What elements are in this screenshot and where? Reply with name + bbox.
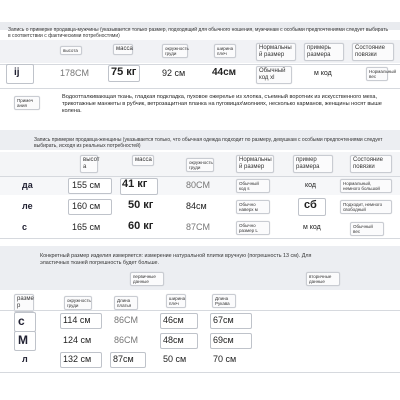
s3-header-shoulder: ширина плеч (166, 294, 186, 308)
s3-header-length: Длина платья (114, 296, 138, 310)
s3-row3-shoulder: 50 см (163, 354, 187, 364)
s2-row2-height: 160 см (72, 201, 101, 211)
s2-header-chest: окружность груди (186, 158, 214, 172)
s3-header-chest: окружность груди (64, 296, 92, 310)
s2-header-fit: Состояние повязки (350, 155, 392, 173)
s2-row2-chest: 84см (186, 201, 207, 211)
s2-row1-tryon: код (305, 182, 316, 189)
s3-header-sleeve: Длина Рукава (212, 294, 236, 308)
s2-row3-fit: Обычный вес (350, 222, 384, 236)
s2-row2-normal: Обычно наверх м (236, 200, 270, 214)
s2-row1-height: 155 см (72, 180, 101, 190)
s2-row3-height: 165 см (72, 222, 101, 232)
s1-header-chest: окружность груди (162, 44, 188, 58)
s2-row2-fit: Подходит, немного свободный (340, 200, 392, 214)
s1-value-fit: Нормальный вес (366, 67, 388, 81)
s1-product-label: Примеч ания (14, 96, 40, 110)
s2-row3-chest: 87CM (186, 222, 211, 232)
s1-divider-2 (0, 88, 400, 89)
s2-header-normal-size: Нормальны й размер (236, 155, 274, 173)
s1-row-label-box (6, 64, 34, 84)
s1-row-label: ij (14, 67, 20, 78)
s3-bottom-line (0, 372, 400, 373)
s1-value-weight: 75 кг (111, 66, 137, 78)
s3-row1-length: 86CM (114, 315, 139, 325)
s2-row1-chest: 80CM (186, 180, 211, 190)
s1-header-normal-size: Нормальны й размер (256, 43, 296, 61)
s1-header-shoulder: ширина плеч (214, 44, 236, 58)
s2-row2-label: ле (22, 201, 33, 211)
s1-header-fit: Состояние повязки (352, 43, 394, 61)
s3-row1-shoulder: 46см (163, 315, 184, 325)
section1-note: Запись о примерке продавца-мужчины (указывается только размер, подходящий для обычного ношения, мужчинам с особыми предпочтениями следует выбирать в соответствии с фактическими потребностями) (8, 27, 389, 39)
s3-row3-length: 87см (113, 354, 134, 364)
s3-row2-label: M (18, 333, 28, 347)
s1-divider (0, 64, 400, 65)
s1-header-height: высота (60, 46, 82, 55)
s2-bottom-line (0, 238, 400, 239)
s3-row3-sleeve: 70 см (213, 354, 237, 364)
section2-note: Запись примерки продавца-женщины (указывается только, что обычная одежда подходит по размеру, девушкам с особыми предпочтениями следует выбирать, исходя из реальных потребностей) (34, 137, 383, 149)
s3-header-second: вторичные данные (306, 272, 340, 286)
s3-row3-label: л (22, 354, 28, 364)
s2-row1-label: да (22, 180, 33, 190)
s2-row3-normal: Обычно размер L (236, 221, 270, 235)
s3-header-size: разме р (14, 294, 34, 312)
s3-row2-sleeve: 69см (213, 335, 234, 345)
s3-row2-chest: 124 см (63, 335, 92, 345)
s3-row1-label: с (18, 314, 25, 328)
s2-row3-tryon: м код (303, 224, 321, 231)
s3-row3-chest: 132 см (63, 354, 92, 364)
s2-row2-weight: 50 кг (128, 199, 154, 211)
s2-header-tryon-size: пример размера (293, 155, 333, 173)
s1-header-weight: масса (113, 44, 133, 55)
s2-row1-weight: 41 кг (122, 178, 148, 190)
s3-row1-chest: 114 см (63, 315, 91, 325)
s1-header-tryon-size: примерь размера (304, 43, 344, 61)
s1-value-normal: Обычный код xl (256, 66, 292, 84)
s3-header-original: первичные данные (130, 272, 164, 286)
s2-row3-label: с (22, 222, 28, 232)
s1-value-tryon: м код (314, 70, 332, 77)
s3-divider (0, 310, 400, 311)
s2-row1-normal: Обычный код s (236, 179, 270, 193)
s3-row1-sleeve: 67см (213, 315, 234, 325)
s1-value-chest: 92 см (162, 68, 186, 78)
s2-header-weight: масса (132, 155, 154, 166)
s1-value-shoulder: 44см (212, 67, 237, 78)
s2-row3-weight: 60 кг (128, 220, 154, 232)
s3-row2-length: 86CM (114, 335, 139, 345)
s3-row2-shoulder: 48см (163, 335, 184, 345)
section3-note: Конкретный размер изделия измеряется: измерение натуральной плитки вручную (погрешность 13 см). Для эластичных тканей погрешность будет больше. (40, 253, 312, 266)
s1-product-desc: Водоотталкивающая ткань, гладкая подкладка, пуховое ожерелье из хлопка, съемный воротник из искусственного меха, трикотажные манжеты в рубчик, ветрозащитная планка на пуговицах\молниях, несколько карманов, женщины носят выше колена. (62, 94, 382, 114)
s2-row2-tryon: сб (304, 199, 317, 211)
s1-value-height: 178CM (60, 68, 90, 78)
s2-row1-fit: Нормальный, немного большой (340, 179, 392, 193)
s2-header-height: высот а (80, 155, 98, 173)
